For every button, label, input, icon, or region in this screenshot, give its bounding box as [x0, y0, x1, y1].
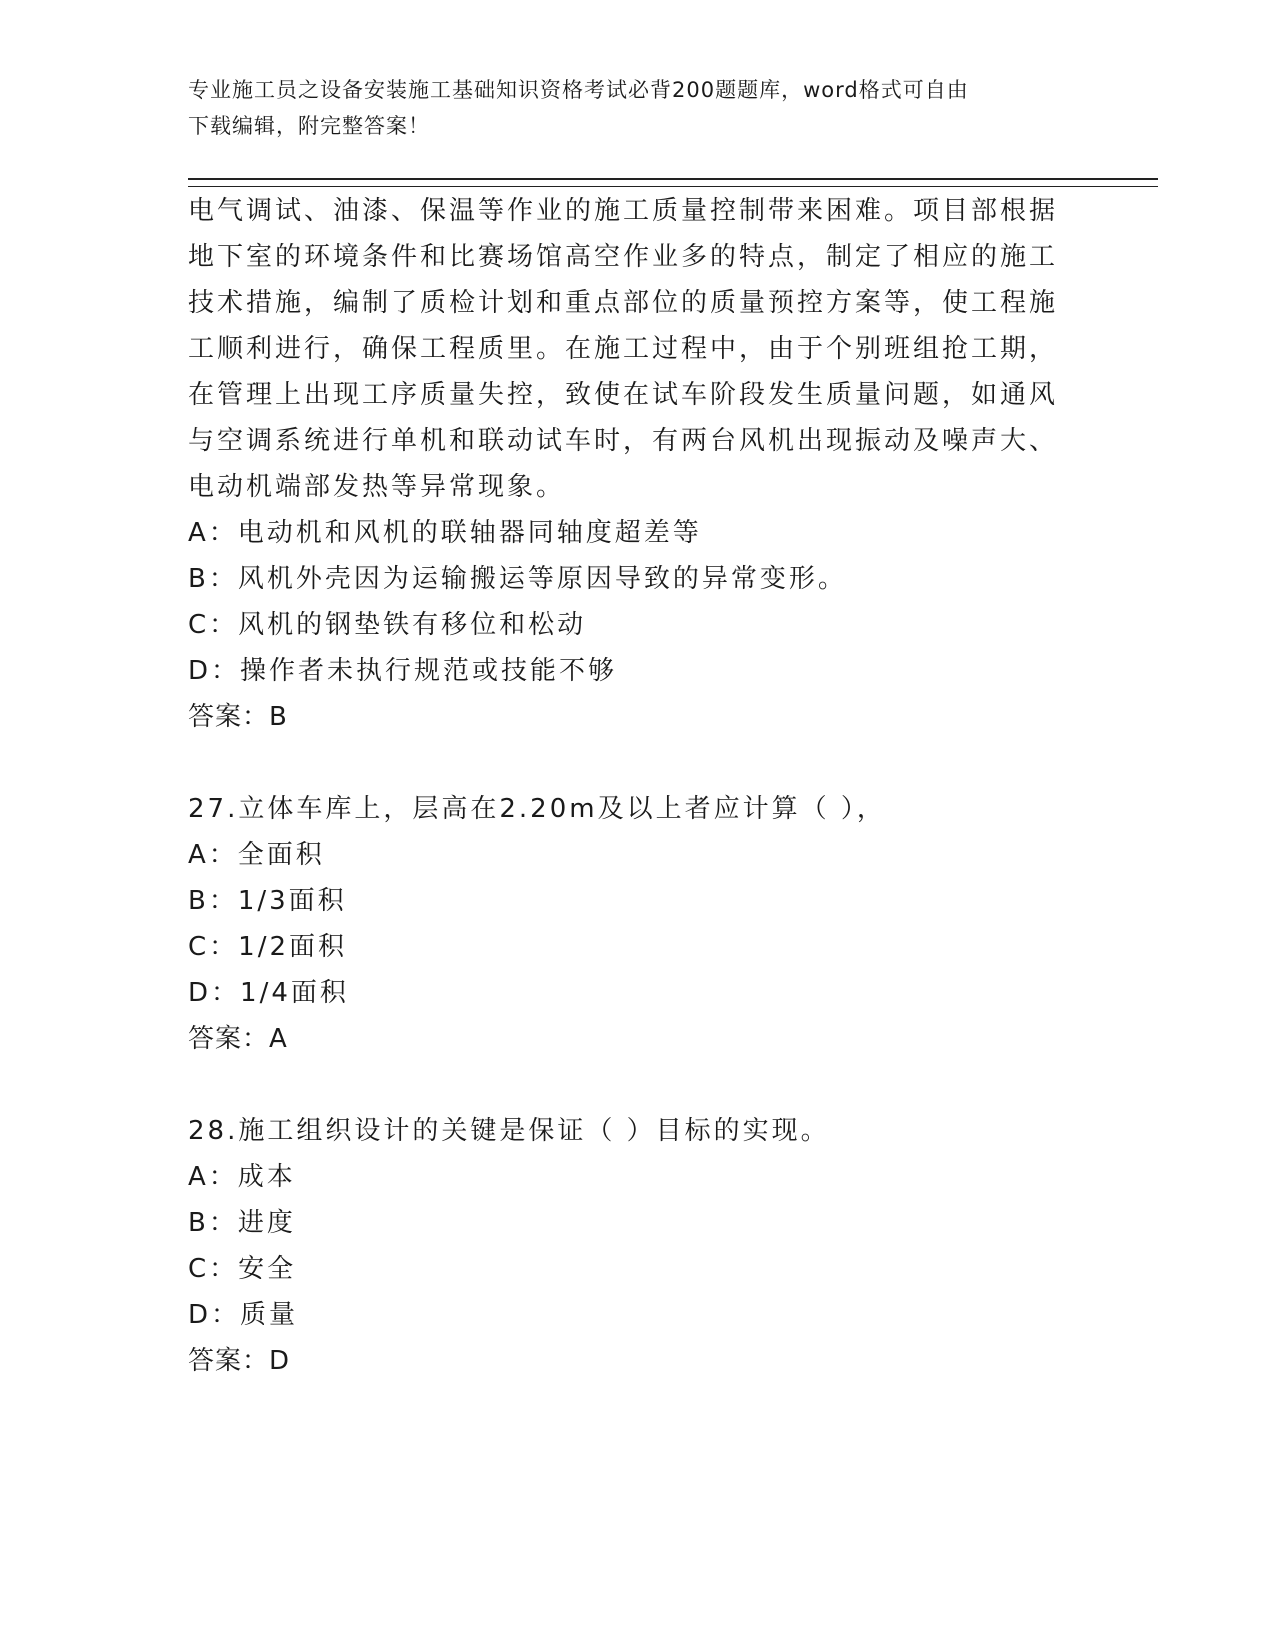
option-a: A：电动机和风机的联轴器同轴度超差等: [188, 518, 702, 548]
question-stem-line: 技术措施，编制了质检计划和重点部位的质量预控方案等，使工程施: [188, 288, 1059, 318]
header-title-line-1: 专业施工员之设备安装施工基础知识资格考试必背200题题库，word格式可自由: [188, 78, 969, 102]
answer-line: 答案：D: [188, 1346, 291, 1376]
option-a: A：成本: [188, 1162, 296, 1192]
question-stem-line: 电动机端部发热等异常现象。: [188, 472, 566, 502]
question-stem: 28.施工组织设计的关键是保证（ ）目标的实现。: [188, 1116, 830, 1146]
option-b: B：进度: [188, 1208, 296, 1238]
question-stem-line: 地下室的环境条件和比赛场馆高空作业多的特点，制定了相应的施工: [188, 242, 1059, 272]
question-stem-line: 与空调系统进行单机和联动试车时，有两台风机出现振动及噪声大、: [188, 426, 1059, 456]
header-divider: [188, 178, 1158, 187]
question-stem: 27.立体车库上，层高在2.20m及以上者应计算（ ），: [188, 794, 886, 824]
question-stem-line: 电气调试、油漆、保温等作业的施工质量控制带来困难。项目部根据: [188, 196, 1059, 226]
question-28: [188, 1108, 1068, 1384]
option-d: D：质量: [188, 1300, 299, 1330]
question-27: [188, 786, 1068, 1062]
question-content: [188, 188, 1068, 1384]
option-b: B：风机外壳因为运输搬运等原因导致的异常变形。: [188, 564, 847, 594]
option-d: D：1/4面积: [188, 978, 349, 1008]
answer-line: 答案：A: [188, 1024, 288, 1054]
option-d: D：操作者未执行规范或技能不够: [188, 656, 618, 686]
option-c: C：安全: [188, 1254, 297, 1284]
option-c: C：1/2面积: [188, 932, 347, 962]
question-stem-line: 工顺利进行，确保工程质里。在施工过程中，由于个别班组抢工期，: [188, 334, 1059, 364]
question-26: [188, 188, 1068, 740]
question-stem-line: 在管理上出现工序质量失控，致使在试车阶段发生质量问题，如通风: [188, 380, 1059, 410]
option-b: B：1/3面积: [188, 886, 347, 916]
option-a: A：全面积: [188, 840, 325, 870]
document-header: [188, 72, 1068, 144]
option-c: C：风机的钢垫铁有移位和松动: [188, 610, 587, 640]
spacer: [188, 740, 1068, 786]
answer-line: 答案：B: [188, 702, 288, 732]
header-title-line-2: 下载编辑，附完整答案！: [188, 114, 430, 138]
spacer: [188, 1062, 1068, 1108]
